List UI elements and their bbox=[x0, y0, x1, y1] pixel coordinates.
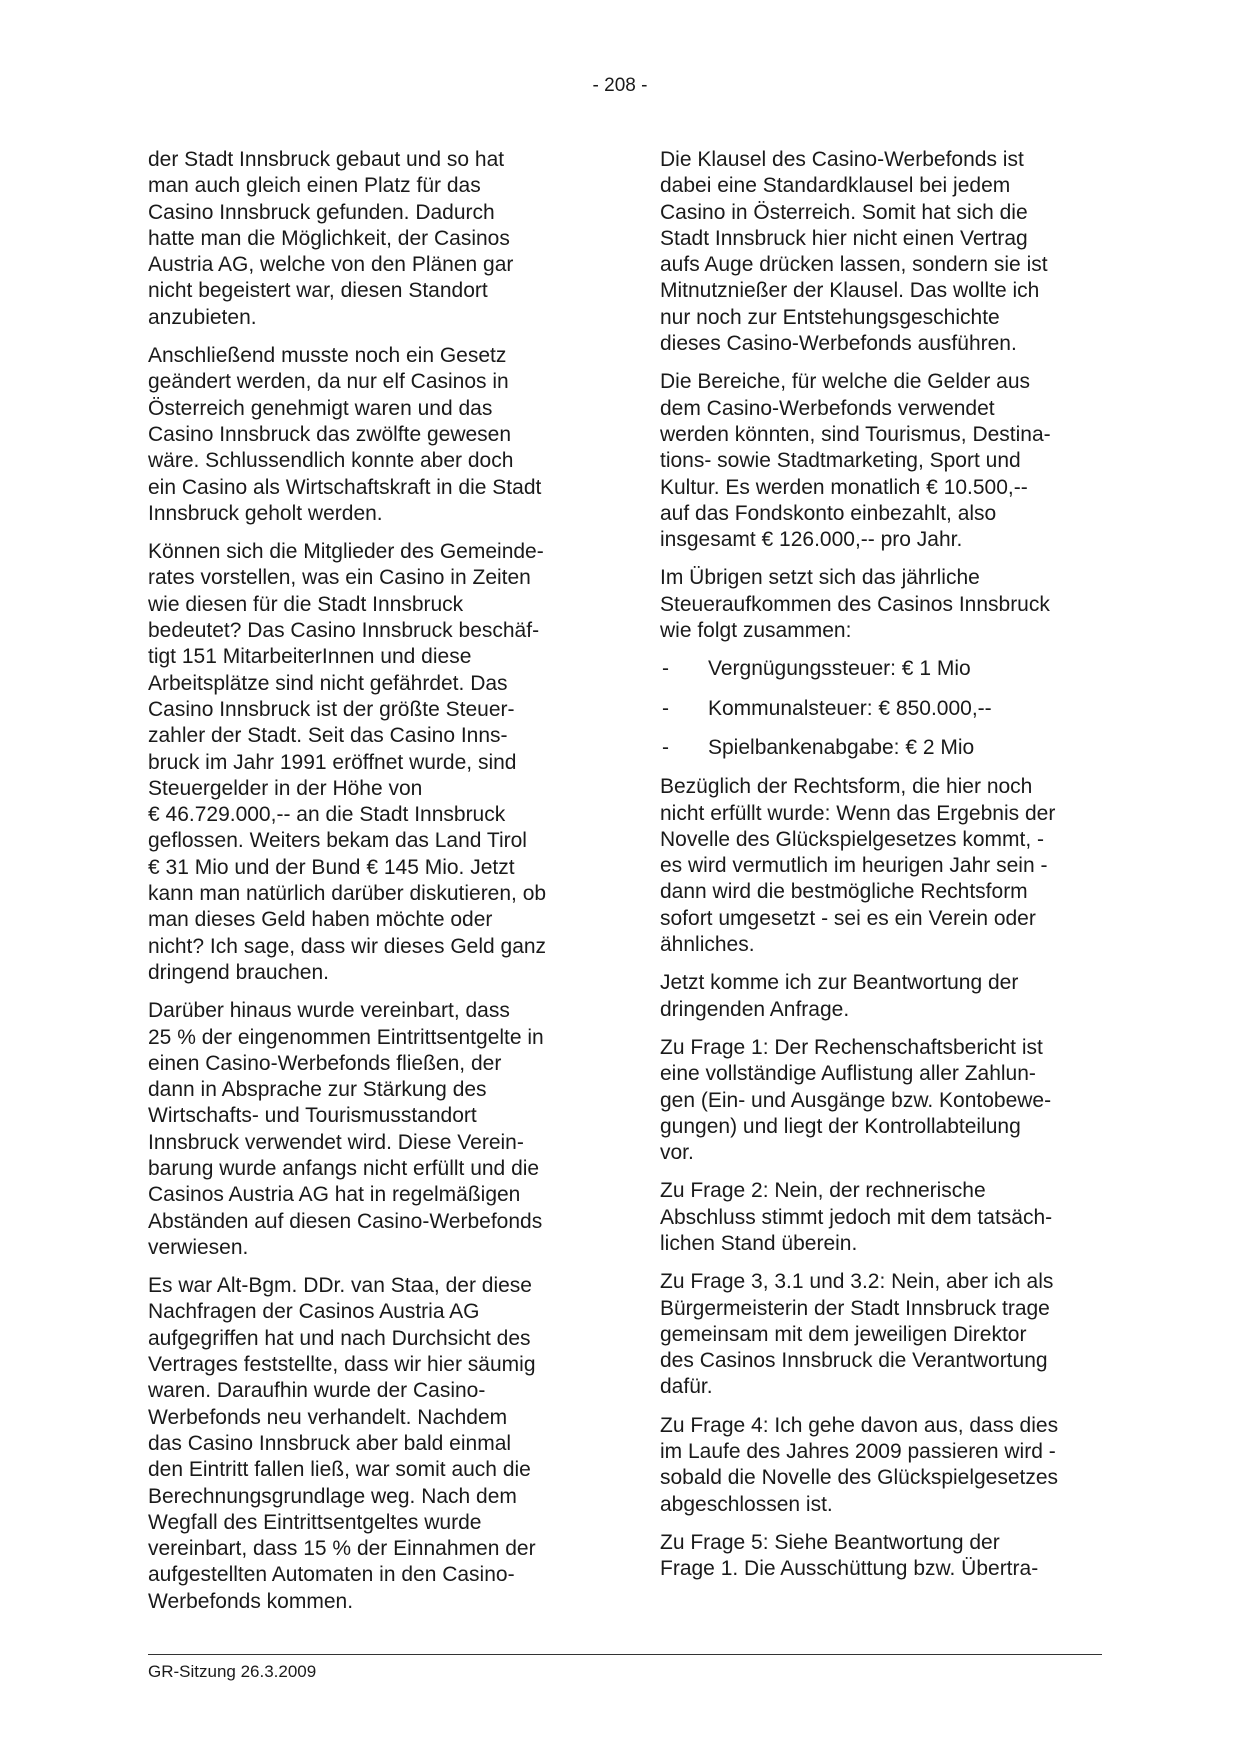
tax-list-item bbox=[660, 696, 1106, 722]
paragraph: Die Klausel des Casino-Werbefonds ist dabei eine Standardklausel bei jedem Casino in Österreich. Somit hat sich die Stadt Innsbruck hier nicht einen Vertrag aufs Auge drücken lassen, sondern sie ist Mitnutznießer der Klausel. Das wollte ich nur noch zur Entstehungsgeschichte dieses Casino-Werbefonds ausführen. bbox=[660, 148, 1048, 356]
paragraph: Anschließend musste noch ein Gesetz geändert werden, da nur elf Casinos in Österreich genehmigt waren und das Casino Innsbruck das zwölfte gewesen wäre. Schlussendlich konnte aber doch ein Casino als Wirtschaftskraft in die Stadt Innsbruck geholt werden. bbox=[148, 344, 542, 525]
paragraph: Die Bereiche, für welche die Gelder aus dem Casino-Werbefonds verwendet werden könnten, sind Tourismus, Destina- tions- sowie Stadtmarketing, Sport und Kultur. Es werden monatlich € 10.500,-- auf das Fondskonto einbezahlt, also insgesamt € 126.000,-- pro Jahr. bbox=[660, 370, 1051, 552]
paragraph: Zu Frage 4: Ich gehe davon aus, dass dies im Laufe des Jahres 2009 passieren wird - sobald die Novelle des Glückspielgesetzes abgeschlossen ist. bbox=[660, 1413, 1059, 1516]
footer-divider bbox=[148, 1654, 1102, 1655]
paragraph: Darüber hinaus wurde vereinbart, dass 25 % der eingenommen Eintrittsentgelte in einen Casino-Werbefonds fließen, der dann in Absprache zur Stärkung des Wirtschafts- und Tourismusstandort Innsbruck verwendet wird. Diese Verein- barung wurde anfangs nicht erfüllt und die Casinos Austria AG hat in regelmäßigen Abständen auf diesen Casino-Werbefonds verwiesen. bbox=[148, 999, 544, 1259]
list-item-text: Kommunalsteuer: € 850.000,-- bbox=[708, 696, 992, 720]
paragraph: Es war Alt-Bgm. DDr. van Staa, der diese Nachfragen der Casinos Austria AG aufgegriffen hat und nach Durchsicht des Vertrages feststellte, dass wir hier säumig waren. Daraufhin wurde der Casino- Werbefonds neu verhandelt. Nachdem das Casino Innsbruck aber bald einmal den Eintritt fallen ließ, war somit auch die Berechnungsgrundlage weg. Nach dem Wegfall des Eintrittsentgeltes wurde vereinbart, dass 15 % der Einnahmen der aufgestellten Automaten in den Casino- Werbefonds kommen. bbox=[148, 1274, 536, 1613]
paragraph: Zu Frage 2: Nein, der rechnerische Abschluss stimmt jedoch mit dem tatsäch- lichen Stand überein. bbox=[660, 1179, 1053, 1255]
right-column bbox=[660, 147, 1106, 1595]
paragraph: Zu Frage 5: Siehe Beantwortung der Frage 1. Die Ausschüttung bzw. Übertra- bbox=[660, 1530, 1039, 1581]
list-item-text: Spielbankenabgabe: € 2 Mio bbox=[708, 735, 975, 759]
list-dash: - bbox=[662, 735, 669, 759]
paragraph: Jetzt komme ich zur Beantwortung der dringenden Anfrage. bbox=[660, 971, 1019, 1021]
tax-list-item bbox=[660, 656, 1106, 682]
paragraph: Im Übrigen setzt sich das jährliche Steueraufkommen des Casinos Innsbruck wie folgt zusammen: bbox=[660, 566, 1050, 643]
paragraph: Zu Frage 1: Der Rechenschaftsbericht ist eine vollständige Auflistung aller Zahlun- gen (Ein- und Ausgänge bzw. Kontobewe- gungen) und liegt der Kontrollabteilung vor. bbox=[660, 1035, 1052, 1165]
paragraph: der Stadt Innsbruck gebaut und so hat man auch gleich einen Platz für das Casino Innsbruck gefunden. Dadurch hatte man die Möglichkeit, der Casinos Austria AG, welche von den Plänen gar nicht begeistert war, diesen Standort anzubieten. bbox=[148, 148, 514, 329]
tax-list-item bbox=[660, 735, 1106, 761]
left-column bbox=[148, 147, 594, 1627]
list-item-text: Vergnügungssteuer: € 1 Mio bbox=[708, 657, 971, 681]
paragraph: Bezüglich der Rechtsform, die hier noch nicht erfüllt wurde: Wenn das Ergebnis der Novelle des Glückspielgesetzes kommt, - es wird vermutlich im heurigen Jahr sein - dann wird die bestmögliche Rechtsform sofort umgesetzt - sei es ein Verein oder ähnliches. bbox=[660, 775, 1056, 957]
page-number: - 208 - bbox=[592, 75, 648, 96]
footer-text: GR-Sitzung 26.3.2009 bbox=[148, 1662, 317, 1681]
paragraph: Zu Frage 3, 3.1 und 3.2: Nein, aber ich als Bürgermeisterin der Stadt Innsbruck trage gemeinsam mit dem jeweiligen Direktor des Casinos Innsbruck die Verantwortung dafür. bbox=[660, 1270, 1054, 1399]
list-dash: - bbox=[662, 657, 669, 681]
list-dash: - bbox=[662, 696, 669, 720]
paragraph: Können sich die Mitglieder des Gemeinde- rates vorstellen, was ein Casino in Zeiten wie diesen für die Stadt Innsbruck bedeutet? Das Casino Innsbruck beschäf- tigt 151 MitarbeiterInnen und diese Arbeitsplätze sind nicht gefährdet. Das Casino Innsbruck ist der größte Steuer- zahler der Stadt. Seit das Casino Inns- bruck im Jahr 1991 eröffnet wurde, sind Steuergelder in der Höhe von € 46.729.000,-- an die Stadt Innsbruck geflossen. Weiters bekam das Land Tirol € 31 Mio und der Bund € 145 Mio. Jetzt kann man natürlich darüber diskutieren, ob man dieses Geld haben möchte oder nicht? Ich sage, dass wir dieses Geld ganz dringend brauchen. bbox=[148, 540, 547, 984]
